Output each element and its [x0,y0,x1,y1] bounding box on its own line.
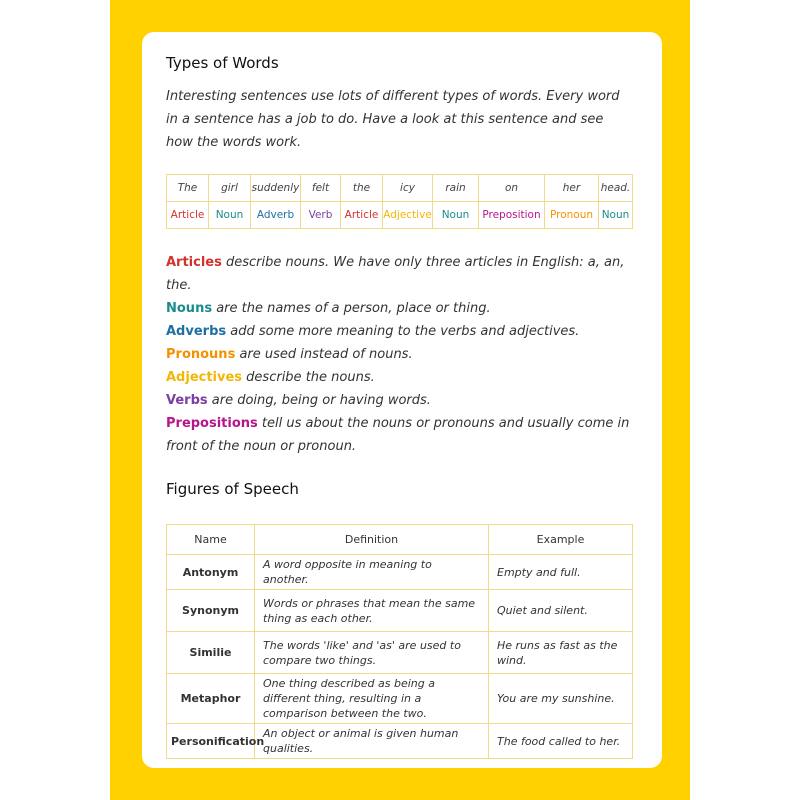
sentence-word-type: Verb [301,202,341,229]
definition-text: describe nouns. We have only three articles in English: a, an, the. [166,255,625,293]
sentence-word: felt [301,175,341,202]
sentence-word: The [167,175,209,202]
figure-name: Synonym [167,590,255,632]
figure-name: Similie [167,632,255,674]
page-content [166,54,632,759]
sentence-words-row [167,175,633,202]
sentence-word: her [545,175,599,202]
definition-text: add some more meaning to the verbs and adjectives. [226,324,580,339]
sentence-word: head. [599,175,633,202]
sentence-word: girl [209,175,251,202]
sentence-word-type: Noun [209,202,251,229]
definition-line [166,412,632,458]
figure-definition: An object or animal is given human qualities. [255,724,489,759]
figure-row [167,674,633,724]
figure-row [167,724,633,759]
section-title-figures-of-speech: Figures of Speech [166,480,299,498]
sentence-word: suddenly [251,175,301,202]
definition-text: are the names of a person, place or thing. [212,301,491,316]
figure-example: Quiet and silent. [489,590,633,632]
definition-line [166,389,632,412]
sentence-word-type: Preposition [479,202,545,229]
definition-term: Adverbs [166,324,227,339]
intro-paragraph: Interesting sentences use lots of different types of words. Every word in a sentence has a job to do. Have a look at this sentence and see how the words work. [166,89,620,150]
figure-row [167,590,633,632]
definition-line [166,320,632,343]
figures-of-speech-table [166,524,633,759]
figure-definition: The words 'like' and 'as' are used to compare two things. [255,632,489,674]
figure-example: The food called to her. [489,724,633,759]
figure-name: Metaphor [167,674,255,724]
definition-line [166,297,632,320]
definition-term: Nouns [166,301,213,316]
figure-example: You are my sunshine. [489,674,633,724]
definition-term: Adjectives [166,370,243,385]
sentence-word-type: Pronoun [545,202,599,229]
sentence-word: rain [433,175,479,202]
sentence-word-type: Noun [599,202,633,229]
figures-header-row [167,525,633,555]
definition-text: tell us about the nouns or pronouns and usually come in front of the noun or pronoun. [166,416,630,454]
definition-line [166,343,632,366]
figure-example: He runs as fast as the wind. [489,632,633,674]
page-card [142,32,662,768]
sentence-types-row [167,202,633,229]
definition-term: Verbs [166,393,208,408]
definition-text: are used instead of nouns. [235,347,413,362]
sentence-word: icy [383,175,433,202]
definition-term: Pronouns [166,347,236,362]
figure-example: Empty and full. [489,555,633,590]
header-name: Name [167,525,255,555]
figure-name: Antonym [167,555,255,590]
sentence-word-type: Article [167,202,209,229]
sentence-word-type: Adverb [251,202,301,229]
definition-text: describe the nouns. [242,370,375,385]
sentence-word: the [341,175,383,202]
definition-term: Prepositions [166,416,258,431]
sentence-word: on [479,175,545,202]
definition-text: are doing, being or having words. [207,393,431,408]
figure-name: Personification [167,724,255,759]
definition-term: Articles [166,255,222,270]
sentence-word-type: Adjective [383,202,433,229]
sentence-table [166,174,633,229]
figure-row [167,632,633,674]
header-definition: Definition [255,525,489,555]
header-example: Example [489,525,633,555]
figure-definition: Words or phrases that mean the same thing as each other. [255,590,489,632]
word-type-definitions [166,251,632,458]
sentence-word-type: Noun [433,202,479,229]
section-title-types-of-words: Types of Words [166,54,279,72]
figure-definition: One thing described as being a different thing, resulting in a comparison between the two. [255,674,489,724]
definition-line [166,251,632,297]
figure-row [167,555,633,590]
definition-line [166,366,632,389]
figure-definition: A word opposite in meaning to another. [255,555,489,590]
sentence-word-type: Article [341,202,383,229]
